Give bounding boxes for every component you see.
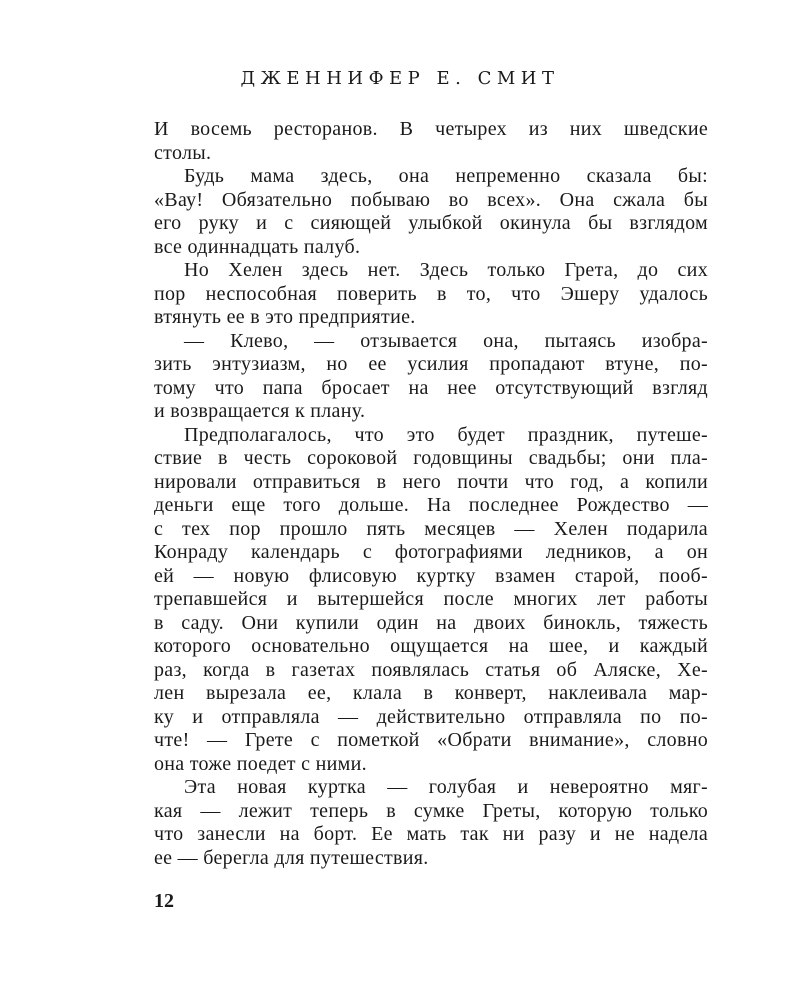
text-line: деньги еще того дольше. На последнее Рождество — (154, 494, 708, 516)
text-line: что занесли на борт. Ее мать так ни разу и не надела (154, 823, 708, 845)
paragraph (154, 330, 708, 424)
text-line: с тех пор прошло пять месяцев — Хелен подарила (154, 517, 708, 540)
text-line: лен вырезала ее, клала в конверт, наклеивала мар- (154, 682, 708, 704)
text-line: все одиннадцать палуб. (154, 235, 361, 258)
body-text (154, 118, 708, 870)
paragraph (154, 165, 708, 259)
page-number: 12 (154, 890, 174, 912)
text-line: Но Хелен здесь нет. Здесь только Грета, до сих (184, 259, 708, 281)
text-line: втянуть ее в это предприятие. (154, 306, 416, 328)
text-line: столы. (154, 141, 212, 164)
text-line: она тоже поедет с ними. (154, 752, 367, 775)
text-line: Конраду календарь с фотографиями ледников, а он (154, 541, 708, 563)
text-line: его руку и с сияющей улыбкой окинула бы взглядом (154, 212, 708, 234)
text-line: трепавшейся и вытершейся после многих лет работы (154, 588, 708, 610)
text-line: «Вау! Обязательно побываю во всех». Она сжала бы (154, 188, 708, 211)
text-line: и возвращается к плану. (154, 400, 366, 422)
text-line: ствие в честь сороковой годовщины свадьбы; они пла- (154, 447, 708, 469)
text-line: кая — лежит теперь в сумке Греты, которую только (154, 799, 708, 822)
text-line: зить энтузиазм, но ее усилия пропадают втуне, по- (154, 353, 708, 375)
text-line: тому что папа бросает на нее отсутствующий взгляд (154, 376, 708, 399)
paragraph (154, 118, 708, 165)
paragraph (154, 776, 708, 870)
text-line: нировали отправиться в него почти что год, а копили (154, 470, 708, 493)
text-line: И восемь ресторанов. В четырех из них шведские (154, 118, 708, 140)
running-head: ДЖЕННИФЕР Е. СМИТ (240, 68, 560, 89)
paragraph (154, 259, 708, 330)
text-line: которого основательно ощущается на шее, и каждый (154, 635, 708, 657)
text-line: чте! — Грете с пометкой «Обрати внимание», словно (154, 729, 708, 751)
text-line: ее — берегла для путешествия. (154, 846, 429, 869)
text-line: раз, когда в газетах появлялась статья об Аляске, Хе- (154, 658, 708, 681)
text-line: ей — новую флисовую куртку взамен старой, пооб- (154, 564, 708, 587)
paragraph (154, 424, 708, 777)
text-line: в саду. Они купили один на двоих бинокль, тяжесть (154, 611, 708, 634)
text-line: Эта новая куртка — голубая и невероятно мяг- (184, 776, 708, 798)
text-line: ку и отправляла — действительно отправляла по по- (154, 705, 708, 728)
text-line: — Клево, — отзывается она, пытаясь изобра- (184, 329, 708, 352)
text-line: пор неспособная поверить в то, что Эшеру удалось (154, 282, 708, 305)
text-line: Предполагалось, что это будет праздник, путеше- (184, 423, 708, 446)
text-line: Будь мама здесь, она непременно сказала бы: (184, 165, 708, 187)
